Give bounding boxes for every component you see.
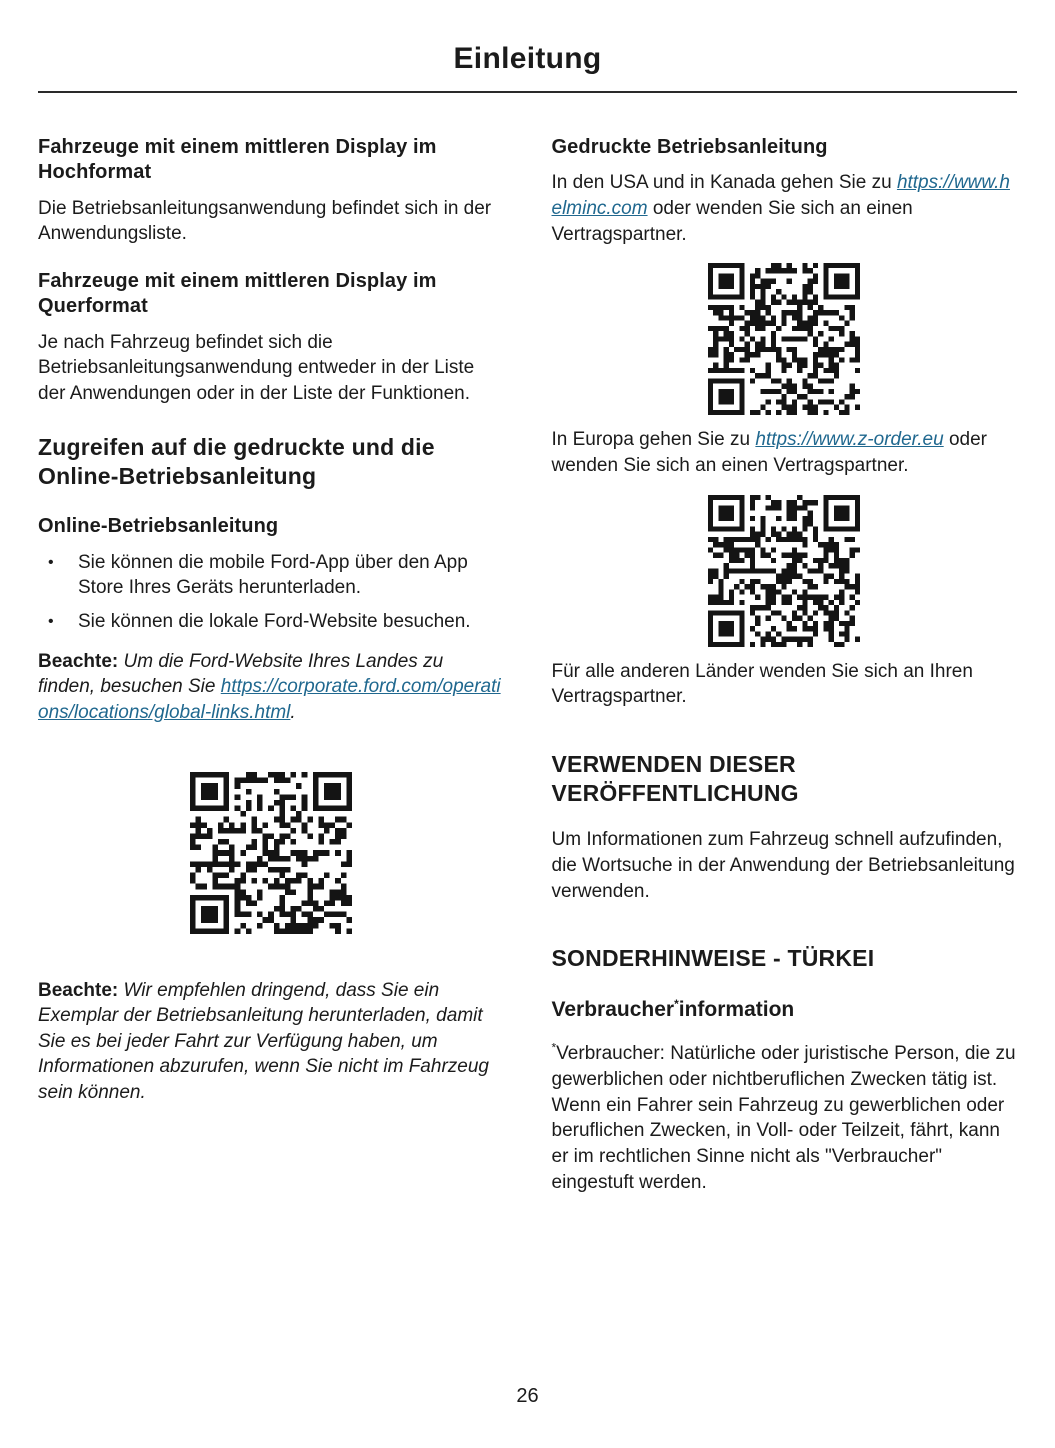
heading-gedruckte-betriebsanleitung: Gedruckte Betriebsanleitung: [551, 136, 828, 158]
paragraph-text: oder wenden Sie sich an einen Vertragspartner.: [551, 198, 913, 245]
note-label: Beachte:: [38, 650, 119, 672]
page-number: 26: [516, 1385, 539, 1407]
note-download-recommendation: [38, 978, 504, 1106]
heading-online-betriebsanleitung: Online-Betriebsanleitung: [38, 515, 279, 538]
global-links-link[interactable]: https://corporate.ford.com/operations/locations/global-links.html: [38, 676, 501, 723]
bullet-text: Sie können die mobile Ford-App über den App Store Ihres Geräts herunterladen.: [78, 551, 468, 599]
bullet-text: Sie können die lokale Ford-Website besuchen.: [78, 610, 471, 632]
qr-code-helminc: [552, 263, 1018, 415]
paragraph-europa: [552, 427, 1018, 478]
z-order-link[interactable]: https://www.z-order.eu: [755, 429, 944, 451]
qr-code-z-order: [552, 495, 1018, 647]
helminc-link[interactable]: https://www.helminc.com: [551, 172, 1010, 220]
content-columns: [38, 135, 1017, 1195]
list-item: [38, 550, 504, 601]
note-ford-website: [38, 649, 504, 726]
note-label: Beachte:: [38, 979, 119, 1001]
paragraph-text: In Europa gehen Sie zu: [551, 429, 756, 451]
heading-verbraucherinformation: [552, 997, 1018, 1023]
bullet-icon: •: [48, 553, 54, 571]
asterisk-superscript: *: [674, 997, 679, 1012]
heading-display-querformat: Fahrzeuge mit einem mittleren Display im Querformat: [38, 270, 437, 318]
list-item: [38, 609, 504, 635]
heading-text: information: [678, 998, 795, 1022]
paragraph-text: oder wenden Sie sich an einen Vertragspartner.: [551, 429, 987, 476]
heading-display-hochformat: Fahrzeuge mit einem mittleren Display im Hochformat: [38, 136, 437, 184]
left-column: [38, 135, 504, 1195]
note-text-end: .: [290, 701, 296, 723]
note-text: Um die Ford-Website Ihres Landes zu finden, besuchen Sie: [38, 650, 444, 698]
qr-code-ford-website: [38, 772, 504, 934]
asterisk-superscript: *: [551, 1040, 557, 1055]
heading-text: Verbraucher: [551, 998, 675, 1022]
heading-sonderhinweise-tuerkei: SONDERHINWEISE - TÜRKEI: [551, 945, 875, 972]
paragraph-querformat: Je nach Fahrzeug befindet sich die Betriebsanleitungsanwendung entweder in der Liste der Anwendungen oder in der Liste der Funktionen.: [38, 331, 475, 405]
paragraph-hochformat: Die Betriebsanleitungsanwendung befindet sich in der Anwendungsliste.: [38, 197, 492, 245]
paragraph-usa-kanada: [552, 170, 1018, 247]
paragraph-text: In den USA und in Kanada gehen Sie zu: [551, 172, 897, 194]
bullet-icon: •: [48, 612, 54, 630]
heading-zugreifen-betriebsanleitung: Zugreifen auf die gedruckte und die Online-Betriebsanleitung: [38, 433, 435, 489]
paragraph-verbraucher-definition: [552, 1041, 1018, 1195]
paragraph-text: Verbraucher: Natürliche oder juristische Person, die zu gewerblichen oder nichtberuflichen Zwecken tätig ist. Wenn ein Fahrer sein Fahrzeug zu gewerblichen oder beruflichen Zwecken, in Voll- oder Teilzeit, fährt, kann er im rechtlichen Sinne nicht als "Verbraucher" eingestuft werden.: [551, 1043, 1016, 1193]
header-rule: [38, 91, 1017, 93]
paragraph-wortsuche: Um Informationen zum Fahrzeug schnell aufzufinden, die Wortsuche in der Anwendung der Betriebsanleitung verwenden.: [551, 829, 1015, 902]
paragraph-andere-laender: Für alle anderen Länder wenden Sie sich an Ihren Vertragspartner.: [551, 660, 973, 708]
right-column: [552, 135, 1018, 1195]
page-title: Einleitung: [453, 42, 602, 75]
heading-verwenden-veroeffentlichung: VERWENDEN DIESER VERÖFFENTLICHUNG: [551, 750, 799, 806]
note-text: Wir empfehlen dringend, dass Sie ein Exemplar der Betriebsanleitung herunterladen, damit Sie es bei jeder Fahrt zur Verfügung haben, um Informationen abzurufen, wenn Sie nicht im Fahrzeug sein können.: [38, 979, 489, 1104]
